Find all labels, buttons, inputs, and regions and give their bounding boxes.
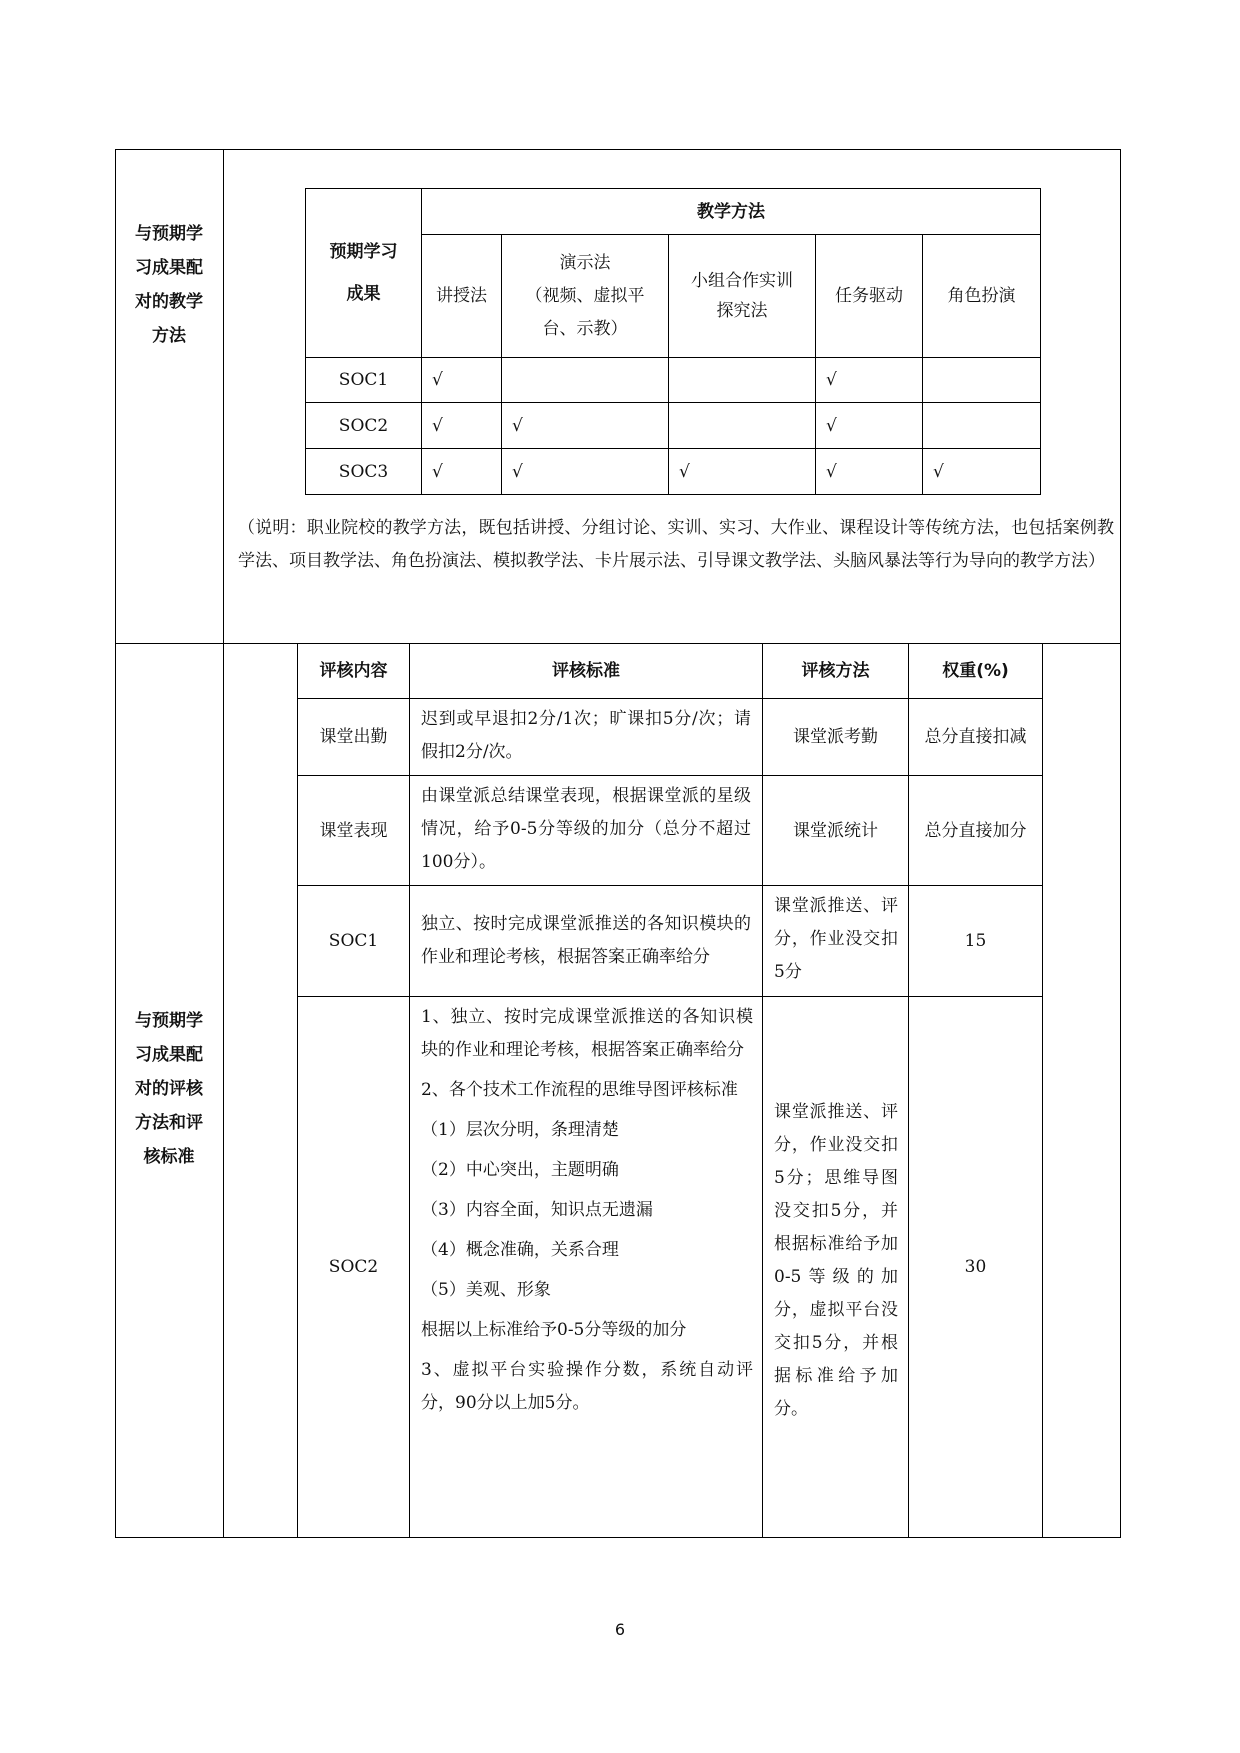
check-mark: √	[432, 461, 443, 482]
table-row-content: SOC1	[328, 931, 379, 951]
check-mark: √	[432, 415, 443, 436]
check-mark: √	[679, 461, 690, 482]
table-row-content: SOC2	[328, 1257, 379, 1277]
teaching-methods-note: （说明：职业院校的教学方法，既包括讲授、分组讨论、实训、实习、大作业、课程设计等传统方法，也包括案例教学法、项目教学法、角色扮演法、模拟教学法、卡片展示法、引导课文教学法、头脑风暴法等行为导向的教学方法）	[238, 518, 1114, 571]
table-row-method: 课堂派考勤	[793, 727, 878, 747]
table-row-method: 课堂派统计	[793, 820, 878, 841]
list-item: 根据以上标准给予0-5分等级的加分	[421, 1320, 687, 1340]
check-mark: √	[933, 461, 944, 482]
table-row-weight: 30	[964, 1257, 987, 1277]
table-row-standard: 独立、按时完成课堂派推送的各知识模块的作业和理论考核，根据答案正确率给分	[421, 914, 751, 967]
table-row-method: 课堂派推送、评分，作业没交扣5分；思维导图没交扣5分，并根据标准给予加0-5等级的加分，虚拟平台没交扣5分，并根据标准给予加分。	[774, 1102, 898, 1419]
check-mark: √	[512, 415, 523, 436]
list-item: （4）概念准确，关系合理	[421, 1240, 619, 1260]
check-mark: √	[512, 461, 523, 482]
table-row-weight: 15	[964, 931, 987, 951]
header-method: 评核方法	[801, 661, 870, 681]
table-row-soc-label: SOC1	[338, 370, 389, 390]
list-item: （2）中心突出，主题明确	[421, 1160, 619, 1180]
table-row-weight: 总分直接扣减	[924, 727, 1027, 747]
method-header-5: 角色扮演	[947, 286, 1016, 306]
check-mark: √	[826, 415, 837, 436]
list-item: （5）美观、形象	[421, 1280, 551, 1300]
method-header-3: 小组合作实训 探究法	[691, 271, 793, 321]
teaching-methods-label: 与预期学 习成果配 对的教学 方法	[135, 224, 203, 346]
method-header-4: 任务驱动	[835, 286, 903, 306]
check-mark: √	[826, 370, 837, 390]
check-mark: √	[432, 370, 443, 390]
soc2-standard-list	[421, 1001, 753, 1427]
table-row-weight: 总分直接加分	[924, 820, 1027, 841]
method-header-1: 讲授法	[436, 286, 487, 306]
list-item: （3）内容全面，知识点无遗漏	[421, 1200, 653, 1220]
table-row-standard: 由课堂派总结课堂表现，根据课堂派的星级情况，给予0-5分等级的加分（总分不超过100分）。	[421, 786, 751, 872]
header-content: 评核内容	[319, 661, 388, 681]
table-row-standard: 迟到或早退扣2分/1次；旷课扣5分/次；请假扣2分/次。	[421, 709, 751, 762]
table-row-method: 课堂派推送、评分，作业没交扣5分	[774, 896, 898, 982]
list-item: 2、各个技术工作流程的思维导图评核标准	[421, 1080, 738, 1100]
list-item: （1）层次分明，条理清楚	[421, 1120, 619, 1140]
table-row-soc-label: SOC2	[338, 415, 389, 436]
table-row-content: 课堂表现	[319, 820, 388, 841]
page-number: 6	[614, 1620, 626, 1639]
check-mark: √	[826, 461, 837, 482]
table-row-content: 课堂出勤	[319, 727, 388, 747]
table-row-soc-label: SOC3	[338, 461, 389, 482]
corner-header: 预期学习 成果	[329, 242, 398, 304]
assessment-methods-label: 与预期学 习成果配 对的评核 方法和评 核标准	[135, 1011, 203, 1167]
header-weight: 权重(%)	[942, 661, 1009, 681]
header-standard: 评核标准	[552, 661, 620, 681]
group-header-teaching-methods: 教学方法	[697, 201, 765, 222]
list-item: 1、独立、按时完成课堂派推送的各知识模块的作业和理论考核，根据答案正确率给分	[421, 1007, 753, 1060]
method-header-2: 演示法 （视频、虚拟平 台、示教）	[525, 252, 645, 339]
list-item: 3、虚拟平台实验操作分数，系统自动评分，90分以上加5分。	[421, 1360, 753, 1413]
